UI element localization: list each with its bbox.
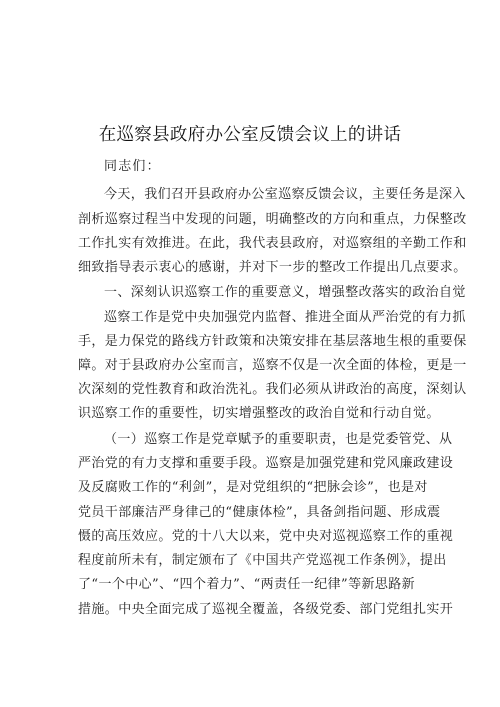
document-title: 在巡察县政府办公室反馈会议上的讲话 bbox=[98, 125, 402, 145]
paragraph-line: （一）巡察工作是党章赋予的重要职责，也是党委管党、从 bbox=[104, 432, 453, 447]
paragraph-line: 慑的高压效应。党的十八大以来，党中央对巡视巡察工作的重视 bbox=[78, 529, 454, 544]
paragraph-line: 次深刻的党性教育和政治洗礼。我们必须从讲政治的高度，深刻认 bbox=[78, 382, 467, 397]
section-heading: 一、深刻认识巡察工作的重要意义，增强整改落实的政治自觉 bbox=[104, 285, 466, 300]
paragraph-line: 措施。中央全面完成了巡视全覆盖，各级党委、部门党组扎实开 bbox=[78, 602, 454, 617]
paragraph-line: 巡察工作是党中央加强党内监督、推进全面从严治党的有力抓 bbox=[104, 310, 466, 325]
paragraph-line: 识巡察工作的重要性，切实增强整改的政治自觉和行动自觉。 bbox=[78, 406, 440, 421]
paragraph-line: 严治党的有力支撑和重要手段。巡察是加强党建和党风廉政建设 bbox=[78, 456, 454, 471]
paragraph-line: 障。对于县政府办公室而言，巡察不仅是一次全面的体检，更是一 bbox=[78, 358, 467, 373]
paragraph-line: 了“一个中心”、“四个着力”、“两责任一纪律”等新思路新 bbox=[78, 577, 416, 592]
paragraph-line: 程度前所未有，制定颁布了《中国共产党巡视工作条例》，提出 bbox=[78, 553, 447, 568]
paragraph-line: 工作扎实有效推进。在此，我代表县政府，对巡察组的辛勤工作和 bbox=[78, 236, 467, 251]
paragraph-line: 细致指导表示衷心的感谢，并对下一步的整改工作提出几点要求。 bbox=[78, 260, 467, 275]
paragraph-line: 手，是力保党的路线方针政策和决策安排在基层落地生根的重要保 bbox=[78, 334, 467, 349]
paragraph-line: 及反腐败工作的“利剑”，是对党组织的“把脉会诊”，也是对 bbox=[78, 480, 428, 495]
paragraph-line: 党员干部廉洁严身律己的“健康体检”，具备剑指问题、形成震 bbox=[78, 505, 441, 520]
paragraph-line: 剖析巡察过程当中发现的问题，明确整改的方向和重点，力保整改 bbox=[78, 212, 467, 227]
paragraph-line: 今天，我们召开县政府办公室巡察反馈会议，主要任务是深入 bbox=[104, 187, 466, 202]
salutation: 同志们： bbox=[104, 159, 161, 174]
